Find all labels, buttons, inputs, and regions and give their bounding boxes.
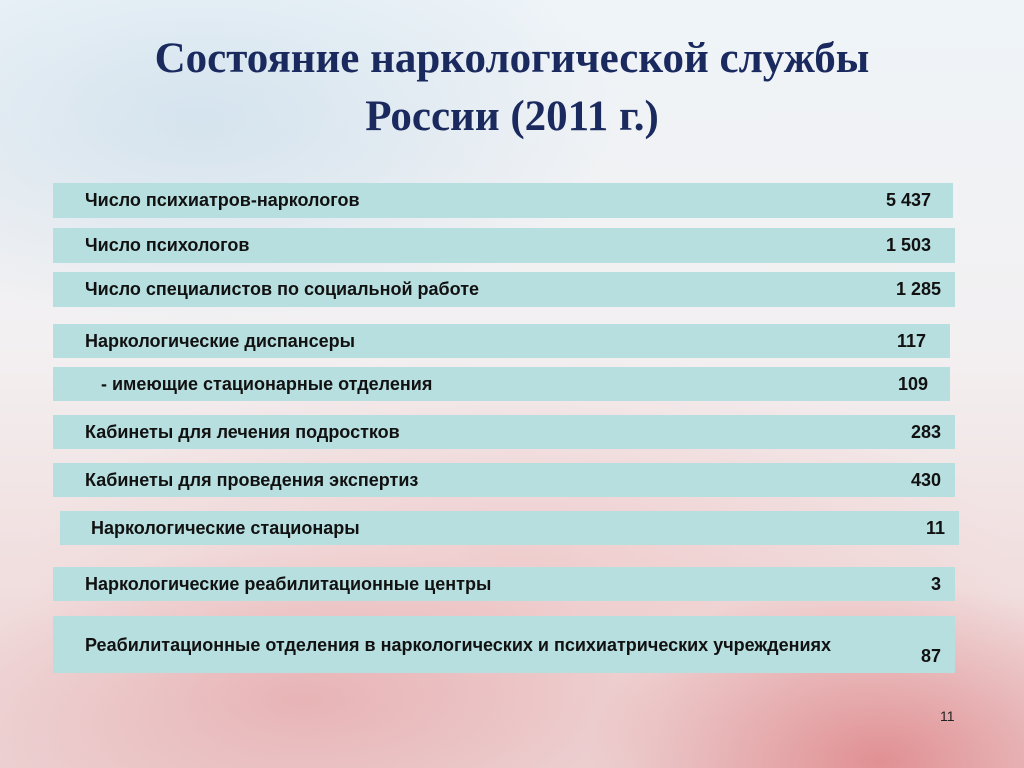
row-label: Число специалистов по социальной работе xyxy=(85,279,480,299)
row-label: Кабинеты для проведения экспертиз xyxy=(85,469,419,490)
page-number: 11 xyxy=(940,708,955,724)
slide-title xyxy=(60,30,964,146)
row-psychiatrists xyxy=(53,183,953,218)
row-dispensaries xyxy=(53,324,950,358)
row-label: Наркологические стационары xyxy=(91,517,360,538)
row-value: 5 437 xyxy=(885,190,931,210)
row-value: 109 xyxy=(897,373,928,394)
row-expertise-offices xyxy=(53,463,955,497)
row-rehab-centers xyxy=(53,567,955,601)
row-label: Реабилитационные отделения в наркологических и психиатрических учреждениях xyxy=(85,634,832,655)
row-label: Число психиатров-наркологов xyxy=(85,190,360,210)
row-label: Наркологические диспансеры xyxy=(85,330,356,351)
row-value: 87 xyxy=(920,646,941,666)
row-psychologists xyxy=(53,228,955,263)
row-value: 430 xyxy=(910,469,941,490)
row-label: Число психологов xyxy=(85,235,250,255)
row-adolescent-offices xyxy=(53,415,955,449)
row-label: Наркологические реабилитационные центры xyxy=(85,573,492,594)
row-inpatient-departments xyxy=(53,367,950,401)
row-value: 11 xyxy=(925,517,945,538)
title-line-1: Состояние наркологической службы xyxy=(154,35,870,82)
row-value: 117 xyxy=(896,330,926,351)
row-value: 3 xyxy=(930,573,941,594)
row-social-workers xyxy=(53,272,955,307)
row-value: 283 xyxy=(910,421,941,442)
row-value: 1 285 xyxy=(895,279,941,299)
row-value: 1 503 xyxy=(885,235,931,255)
row-inpatient-hospitals xyxy=(60,511,959,545)
row-rehab-departments xyxy=(53,616,955,673)
row-label: Кабинеты для лечения подростков xyxy=(85,421,400,442)
row-label: - имеющие стационарные отделения xyxy=(101,373,433,394)
title-line-2: России (2011 г.) xyxy=(365,93,659,140)
